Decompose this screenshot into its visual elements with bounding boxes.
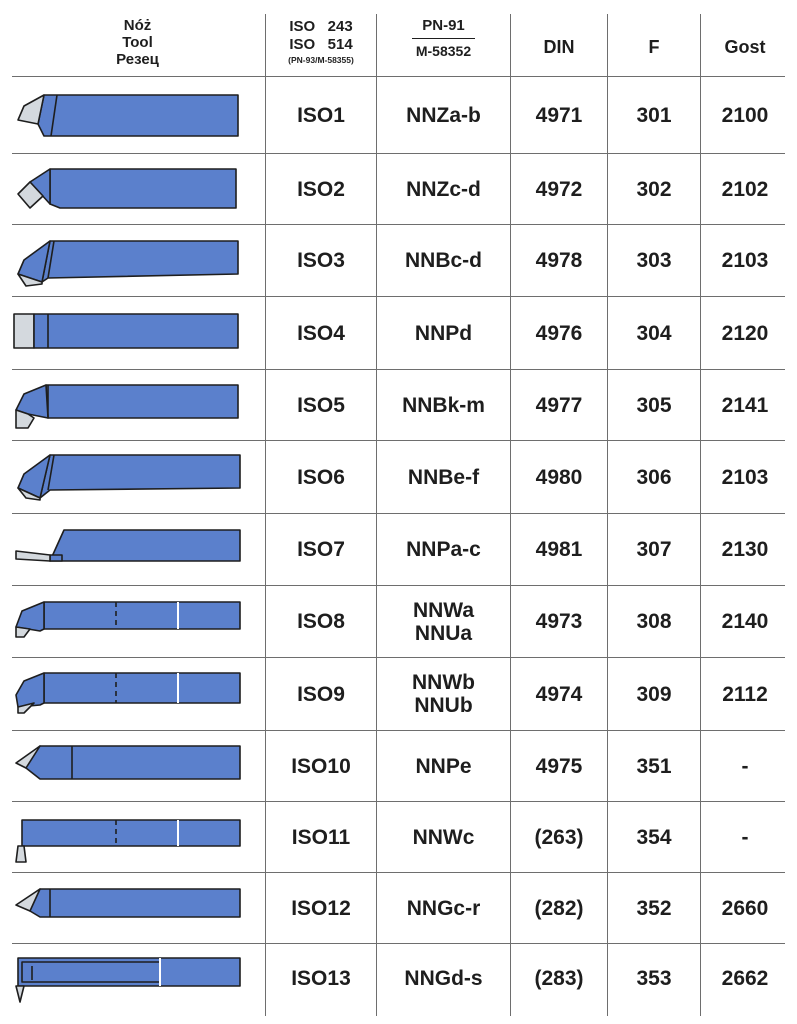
table-row — [0, 225, 797, 296]
offset-side-tool-icon — [10, 441, 250, 513]
din-code-cell: (282) — [534, 896, 584, 920]
pn-code-line: NNUa — [414, 621, 473, 645]
pn-code-line: NNBc-d — [405, 249, 482, 272]
gost-code-cell: 2120 — [721, 321, 769, 345]
din-code-cell: 4971 — [535, 103, 583, 127]
side-turning-tool-icon — [10, 225, 250, 296]
table-row — [0, 731, 797, 801]
pn-code-line: NNWc — [412, 825, 475, 849]
facing-tool-icon — [10, 370, 250, 440]
f-code-cell: 353 — [636, 967, 672, 990]
din-code-cell: (263) — [534, 825, 584, 849]
pn-code-line: NNWb — [412, 671, 475, 694]
bent-tool-icon — [10, 154, 250, 224]
iso-code-cell: ISO13 — [291, 967, 351, 990]
iso-code-cell: ISO12 — [291, 896, 351, 920]
recessing-tool-icon — [10, 802, 250, 872]
pn-code-cell — [377, 225, 510, 296]
pn-code-cell — [377, 77, 510, 153]
gost-code-cell: 2141 — [721, 393, 769, 417]
gost-code-cell: 2102 — [721, 177, 769, 201]
iso-code-cell: ISO11 — [291, 825, 351, 849]
gost-code-cell: - — [741, 754, 749, 778]
table-row — [0, 873, 797, 943]
gost-code-cell: 2140 — [721, 610, 769, 633]
gost-code-cell: 2662 — [721, 967, 769, 990]
pn-header-top: PN-91 — [412, 17, 475, 39]
din-code-cell: 4972 — [535, 177, 583, 201]
f-code-cell: 309 — [636, 682, 672, 706]
iso-header-line-2: ISO 514 — [289, 35, 353, 53]
pn-code-line: NNGc-r — [406, 896, 481, 920]
boring-corner-tool-icon — [10, 658, 250, 730]
gost-code-cell: - — [741, 825, 749, 849]
boring-tool-icon — [10, 586, 250, 657]
pn-code-line: NNBk-m — [402, 393, 485, 417]
pn-code-line: NNPe — [415, 754, 472, 778]
iso-code-cell: ISO2 — [297, 177, 345, 201]
pn-code-line: NNWa — [412, 598, 475, 622]
table-row — [0, 514, 797, 585]
pn-code-cell — [377, 944, 510, 1013]
din-code-cell: 4976 — [535, 321, 583, 345]
gost-code-cell: 2130 — [721, 538, 769, 561]
pn-code-line: NNPa-c — [406, 538, 481, 561]
table-row — [0, 802, 797, 872]
table-row — [0, 370, 797, 440]
iso-code-cell: ISO4 — [297, 321, 345, 345]
tool-header-polish: Nóż — [123, 16, 152, 34]
pn-code-cell — [377, 370, 510, 440]
iso-code-cell: ISO1 — [297, 103, 345, 127]
din-code-cell: 4975 — [535, 754, 583, 778]
pn-code-line: NNUb — [414, 694, 473, 717]
pn-code-line: NNPd — [414, 321, 473, 345]
table-row — [0, 77, 797, 153]
table-row — [0, 944, 797, 1013]
pn-code-cell — [377, 154, 510, 224]
pn-code-line: NNZa-b — [406, 103, 481, 127]
tool-header-english: Tool — [122, 33, 153, 51]
gost-code-cell: 2103 — [721, 249, 769, 272]
gost-code-cell: 2660 — [721, 896, 769, 920]
f-code-cell: 305 — [636, 393, 672, 417]
f-column-header: F — [648, 36, 660, 57]
pn-code-line: NNZc-d — [406, 177, 481, 201]
pn-code-cell — [377, 586, 510, 657]
f-code-cell: 301 — [636, 103, 672, 127]
iso-code-cell: ISO3 — [297, 249, 345, 272]
pn-code-cell — [377, 297, 510, 369]
pn-code-cell — [377, 731, 510, 801]
f-code-cell: 351 — [636, 754, 672, 778]
gost-code-cell: 2100 — [721, 103, 769, 127]
iso-code-cell: ISO9 — [297, 682, 345, 706]
table-row — [0, 586, 797, 657]
iso-code-cell: ISO6 — [297, 465, 345, 489]
f-code-cell: 307 — [636, 538, 672, 561]
tool-header-russian: Резец — [116, 50, 159, 68]
threading-tool-icon — [10, 873, 250, 943]
f-code-cell: 302 — [636, 177, 672, 201]
pn-code-cell — [377, 514, 510, 585]
iso-code-cell: ISO7 — [297, 538, 345, 561]
table-row — [0, 297, 797, 369]
tool-column-header — [70, 10, 205, 74]
iso-code-cell: ISO8 — [297, 610, 345, 633]
din-code-cell: 4978 — [535, 249, 583, 272]
internal-threading-tool-icon — [10, 944, 250, 1013]
f-code-cell: 352 — [636, 896, 672, 920]
f-code-cell: 308 — [636, 610, 672, 633]
din-code-cell: 4974 — [535, 682, 583, 706]
pn-code-cell — [377, 802, 510, 872]
f-code-cell: 354 — [636, 825, 672, 849]
pn-code-line: NNBe-f — [407, 465, 480, 489]
iso-code-cell: ISO5 — [297, 393, 345, 417]
pn-code-cell — [377, 658, 510, 730]
table-row — [0, 441, 797, 513]
gost-code-cell: 2103 — [721, 465, 769, 489]
iso-header-note: (PN-93/M-58355) — [288, 54, 354, 65]
straight-tool-icon — [10, 77, 250, 153]
din-code-cell: 4980 — [535, 465, 583, 489]
pn-column-header — [377, 6, 510, 70]
din-code-cell: 4973 — [535, 610, 583, 633]
iso-header-line-1: ISO 243 — [289, 17, 353, 35]
f-code-cell: 306 — [636, 465, 672, 489]
pn-code-line: NNGd-s — [404, 967, 483, 990]
f-code-cell: 304 — [636, 321, 672, 345]
wide-finishing-tool-icon — [10, 297, 250, 369]
din-code-cell: 4981 — [535, 538, 583, 561]
pn-code-cell — [377, 441, 510, 513]
gost-column-header: Gost — [724, 36, 766, 57]
iso-column-header — [266, 10, 376, 74]
f-code-cell: 303 — [636, 249, 672, 272]
pointed-tool-icon — [10, 731, 250, 801]
gost-code-cell: 2112 — [722, 682, 768, 706]
iso-code-cell: ISO10 — [291, 754, 351, 778]
din-code-cell: 4977 — [535, 393, 583, 417]
din-code-cell: (283) — [534, 967, 584, 990]
din-column-header: DIN — [543, 36, 575, 57]
pn-code-cell — [377, 873, 510, 943]
pn-header-bottom: M-58352 — [415, 42, 472, 59]
parting-tool-icon — [10, 514, 250, 585]
table-row — [0, 154, 797, 224]
table-row — [0, 658, 797, 730]
